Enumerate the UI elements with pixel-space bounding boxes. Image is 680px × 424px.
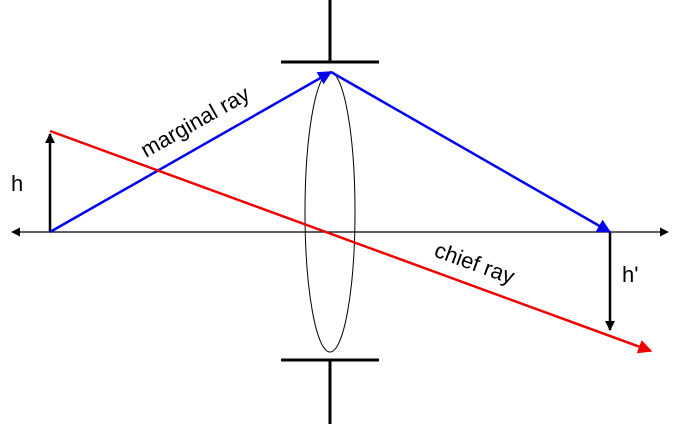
aperture-stop-top [281,0,379,62]
object-height-label: h [11,171,24,196]
marginal-ray-segment-1 [50,72,331,232]
marginal-ray-segment-2 [331,72,610,232]
lens [305,72,355,352]
aperture-stop-bottom [281,360,379,424]
marginal-ray [50,72,610,232]
image-height-label: h' [622,262,639,287]
chief-ray-label: chief ray [431,237,518,290]
marginal-ray-label: marginal ray [136,80,254,163]
chief-ray [50,131,651,351]
